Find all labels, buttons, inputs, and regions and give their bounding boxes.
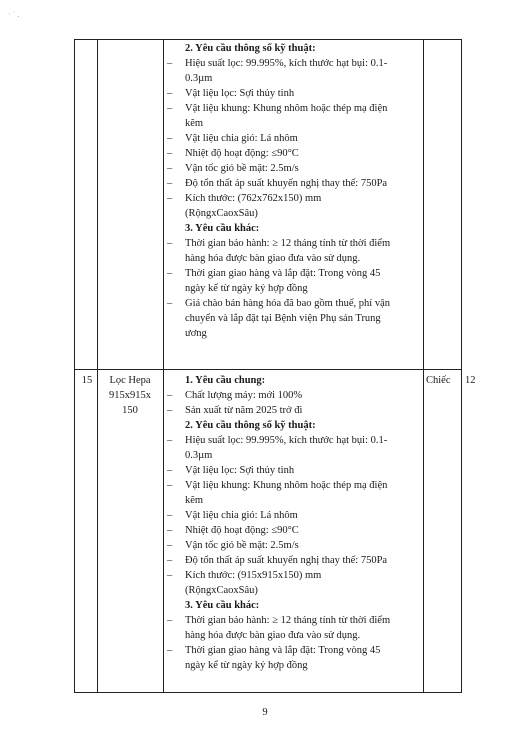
bullet-dash: – [167,178,173,189]
bullet-item [167,508,298,523]
line-text: 0.3µm [185,73,213,84]
line-text: Thời gian giao hàng và lắp đặt: Trong vòng 45 [185,645,381,656]
line-text: Kích thước: (915x915x150) mm [185,570,322,581]
quantity-cell: 12 [465,375,476,386]
unit-cell: Chiếc [426,375,451,386]
section-heading [185,418,316,433]
line-text: 3. Yêu cầu khác: [185,600,260,611]
line-text: chuyển và lắp đặt tại Bệnh viện Phụ sản Trung [185,313,381,324]
bullet-dash: – [167,133,173,144]
bullet-dash: – [167,88,173,99]
line-text: Vật liệu chia gió: Lá nhôm [185,510,298,521]
line-text: Vận tốc gió bề mặt: 2.5m/s [185,163,299,174]
bullet-item [167,86,295,101]
bullet-item [167,463,295,478]
bullet-dash: – [167,465,173,476]
bullet-continuation [185,493,203,508]
line-text: Sản xuất từ năm 2025 trở đi [185,405,303,416]
bullet-item [167,101,388,116]
bullet-dash: – [167,238,173,249]
bullet-item [167,613,391,628]
line-text: (RộngxCaoxSâu) [185,208,258,219]
scan-artifact: · ˙ . [8,10,20,19]
bullet-item [167,131,298,146]
column-divider [423,40,424,692]
bullet-continuation [185,326,207,341]
column-divider [461,40,462,692]
section-heading [185,373,265,388]
bullet-item [167,433,388,448]
bullet-item [167,161,299,176]
line-text: kẽm [185,495,204,506]
line-text: hàng hóa được bàn giao đưa vào sử dụng. [185,253,361,264]
bullet-continuation [185,628,360,643]
line-text: ngày kể từ ngày ký hợp đồng [185,283,308,294]
line-text: Thời gian bảo hành: ≥ 12 tháng tính từ thời điểm [185,238,391,249]
line-text: Thời gian giao hàng và lắp đặt: Trong vòng 45 [185,268,381,279]
line-text: Vật liệu khung: Khung nhôm hoặc thép mạ điện [185,480,388,491]
bullet-continuation [185,116,203,131]
bullet-dash: – [167,390,173,401]
line-text: Giá chào bán hàng hóa đã bao gồm thuế, phí vận [185,298,390,309]
column-divider [97,40,98,692]
bullet-item [167,478,388,493]
bullet-item [167,176,388,191]
line-text: Vật liệu chia gió: Lá nhôm [185,133,298,144]
bullet-continuation [185,251,360,266]
line-text: Nhiệt độ hoạt động: ≤90°C [185,148,299,159]
bullet-continuation [185,658,308,673]
bullet-continuation [185,281,308,296]
bullet-dash: – [167,193,173,204]
line-text: 1. Yêu cầu chung: [185,375,266,386]
bullet-dash: – [167,268,173,279]
bullet-dash: – [167,645,173,656]
bullet-item [167,568,322,583]
line-text: Hiệu suất lọc: 99.995%, kích thước hạt bụi: 0.1- [185,435,388,446]
bullet-continuation [185,206,258,221]
line-text: Nhiệt độ hoạt động: ≤90°C [185,525,299,536]
bullet-item [167,146,299,161]
line-text: (RộngxCaoxSâu) [185,585,258,596]
bullet-continuation [185,71,212,86]
line-text: Hiệu suất lọc: 99.995%, kích thước hạt bụi: 0.1- [185,58,388,69]
line-text: Vật liệu lọc: Sợi thủy tinh [185,465,295,476]
bullet-continuation [185,311,381,326]
section-heading [185,41,316,56]
bullet-dash: – [167,510,173,521]
section-heading [185,221,259,236]
bullet-item [167,388,303,403]
line-text: ngày kể từ ngày ký hợp đồng [185,660,308,671]
line-text: Vật liệu lọc: Sợi thủy tinh [185,88,295,99]
bullet-dash: – [167,435,173,446]
line-text: hàng hóa được bàn giao đưa vào sử dụng. [185,630,361,641]
bullet-item [167,553,388,568]
line-text: Chất lượng máy: mới 100% [185,390,303,401]
bullet-item [167,191,322,206]
bullet-dash: – [167,480,173,491]
line-text: Kích thước: (762x762x150) mm [185,193,322,204]
line-text: Thời gian bảo hành: ≥ 12 tháng tính từ thời điểm [185,615,391,626]
line-text: 2. Yêu cầu thông số kỹ thuật: [185,420,316,431]
page-number: 9 [262,707,268,718]
bullet-item [167,403,303,418]
bullet-dash: – [167,103,173,114]
bullet-item [167,266,381,281]
row-number: 15 [81,375,93,386]
bullet-dash: – [167,570,173,581]
line-text: Vận tốc gió bề mặt: 2.5m/s [185,540,299,551]
row-divider [75,369,461,370]
bullet-item [167,523,299,538]
bullet-item [167,236,391,251]
item-name-cell [100,373,160,418]
bullet-dash: – [167,525,173,536]
line-text: Độ tổn thất áp suất khuyến nghị thay thế: 750Pa [185,555,388,566]
column-divider [163,40,164,692]
line-text: kẽm [185,118,204,129]
item-name-line: 915x915x [109,390,151,401]
line-text: 2. Yêu cầu thông số kỹ thuật: [185,43,316,54]
line-text: Vật liệu khung: Khung nhôm hoặc thép mạ điện [185,103,388,114]
bullet-continuation [185,583,258,598]
spec-table [74,39,476,693]
bullet-dash: – [167,298,173,309]
bullet-dash: – [167,615,173,626]
line-text: Độ tổn thất áp suất khuyến nghị thay thế: 750Pa [185,178,388,189]
line-text: ương [185,328,207,339]
bullet-continuation [185,448,212,463]
bullet-item [167,538,299,553]
bullet-item [167,643,381,658]
line-text: 3. Yêu cầu khác: [185,223,260,234]
bullet-item [167,296,390,311]
bullet-dash: – [167,405,173,416]
section-heading [185,598,259,613]
item-name-line: Lọc Hepa [109,375,151,386]
bullet-item [167,56,388,71]
item-name-line: 150 [122,405,138,416]
bullet-dash: – [167,58,173,69]
bullet-dash: – [167,163,173,174]
line-text: 0.3µm [185,450,213,461]
bullet-dash: – [167,148,173,159]
bullet-dash: – [167,555,173,566]
bullet-dash: – [167,540,173,551]
